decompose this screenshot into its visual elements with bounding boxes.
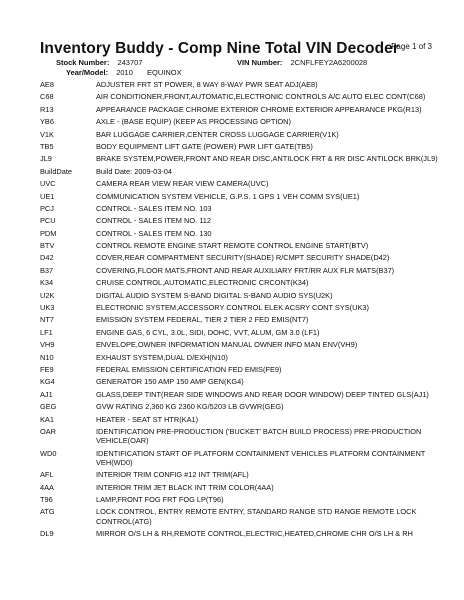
option-code: C68 — [40, 92, 54, 102]
document-title: Inventory Buddy - Comp Nine Total VIN Decoder — [40, 40, 400, 57]
option-row — [40, 402, 450, 411]
option-row — [40, 130, 450, 139]
option-row — [40, 415, 450, 424]
option-description: GENERATOR 150 AMP 150 AMP GEN(KG4) — [96, 377, 244, 387]
option-code-list — [40, 80, 450, 541]
option-row — [40, 192, 450, 201]
option-description: CAMERA REAR VIEW REAR VIEW CAMERA(UVC) — [96, 179, 269, 189]
option-row — [40, 377, 450, 386]
option-code: UE1 — [40, 191, 55, 201]
option-description: COVERING,FLOOR MATS,FRONT AND REAR AUXILIARY FRT/RR AUX FLR MATS(B37) — [96, 265, 395, 275]
option-code: KG4 — [40, 377, 55, 387]
year-value: 2010 — [116, 68, 133, 77]
option-description: ENGINE GAS, 6 CYL, 3.0L, SIDI, DOHC, VVT, ALUM, GM 3.0 (LF1) — [96, 327, 320, 337]
option-row — [40, 340, 450, 349]
option-row — [40, 470, 450, 479]
option-description: ENVELOPE,OWNER INFORMATION MANUAL OWNER INFO MAN ENV(VH9) — [96, 340, 358, 350]
option-description: CONTROL REMOTE ENGINE START REMOTE CONTROL ENGINE START(BTV) — [96, 241, 369, 251]
option-description: INTERIOR TRIM CONFIG #12 INT TRIM(AFL) — [96, 470, 249, 480]
vin-label: VIN Number: — [237, 58, 283, 67]
vin-value: 2CNFLFEY2A6200028 — [290, 58, 368, 67]
option-row — [40, 142, 450, 151]
option-row — [40, 229, 450, 238]
option-code: OAR — [40, 426, 57, 436]
option-row — [40, 92, 450, 101]
option-description: EXHAUST SYSTEM,DUAL D/EXH(N10) — [96, 352, 228, 362]
option-description: CONTROL - SALES ITEM NO. 130 — [96, 228, 212, 238]
year-model-label: Year/Model: — [66, 68, 109, 77]
option-row — [40, 253, 450, 262]
option-description: BRAKE SYSTEM,POWER,FRONT AND REAR DISC,ANTILOCK FRT & RR DISC ANTILOCK BRK(JL9) — [96, 154, 438, 164]
option-code: DL9 — [40, 528, 54, 538]
option-description: LOCK CONTROL, ENTRY REMOTE ENTRY, STANDARD RANGE STD RANGE REMOTE LOCK CONTROL(ATG) — [96, 507, 417, 526]
option-description: LAMP,FRONT FOG FRT FOG LP(T96) — [96, 494, 224, 504]
option-code: FE9 — [40, 364, 54, 374]
option-description: CRUISE CONTROL,AUTOMATIC,ELECTRONIC CRCONT(K34) — [96, 278, 309, 288]
option-description: DIGITAL AUDIO SYSTEM S-BAND DIGITAL S-BAND AUDIO SYS(U2K) — [96, 290, 333, 300]
option-row — [40, 328, 450, 337]
option-row — [40, 390, 450, 399]
option-code: NT7 — [40, 315, 54, 325]
option-code: T96 — [40, 494, 53, 504]
option-code: BuildDate — [40, 166, 73, 176]
option-row — [40, 117, 450, 126]
option-row — [40, 154, 450, 163]
option-code: UK3 — [40, 303, 55, 313]
option-description: INTERIOR TRIM JET BLACK INT TRIM COLOR(4AA) — [96, 482, 274, 492]
option-description: GLASS,DEEP TINT(REAR SIDE WINDOWS AND REAR DOOR WINDOW) DEEP TINTED GLS(AJ1) — [96, 389, 429, 399]
option-description: IDENTIFICATION PRE-PRODUCTION ('BUCKET' BATCH BUILD PROCESS) PRE-PRODUCTION VEHICLE(OAR) — [96, 426, 422, 446]
vin-field — [237, 58, 367, 67]
option-row — [40, 266, 450, 275]
option-description: ELECTRONIC SYSTEM,ACCESSORY CONTROL ELEK ACSRY CONT SYS(UK3) — [96, 303, 369, 313]
option-description: FEDERAL EMISSION CERTIFICATION FED EMIS(FE9) — [96, 364, 282, 374]
year-model-field — [66, 68, 182, 77]
option-code: PDM — [40, 228, 57, 238]
option-code: LF1 — [40, 327, 53, 337]
option-description: Build Date: 2009-03-04 — [96, 166, 173, 176]
option-code: GEG — [40, 402, 57, 412]
option-description: IDENTIFICATION START OF PLATFORM CONTAINMENT VEHICLES PLATFORM CONTAINMENT VEH(WD0) — [96, 448, 426, 467]
option-code: YB6 — [40, 117, 54, 127]
option-description: APPEARANCE PACKAGE CHROME EXTERIOR CHROME EXTERIOR APPEARANCE PKG(R13) — [96, 104, 422, 114]
option-code: N10 — [40, 352, 54, 362]
option-description: CONTROL - SALES ITEM NO. 103 — [96, 203, 212, 213]
option-code: TB5 — [40, 141, 54, 151]
option-row — [40, 449, 450, 467]
stock-number-label: Stock Number: — [56, 58, 110, 67]
option-row — [40, 303, 450, 312]
option-code: R13 — [40, 104, 54, 114]
option-description: GVW RATING 2,360 KG 2360 KG/5203 LB GVWR(GEG) — [96, 402, 284, 412]
stock-number-value: 243707 — [117, 58, 143, 67]
option-row — [40, 179, 450, 188]
option-description: BAR LUGGAGE CARRIER,CENTER CROSS LUGGAGE CARRIER(V1K) — [96, 129, 339, 139]
option-row — [40, 495, 450, 504]
option-row — [40, 105, 450, 114]
option-row — [40, 167, 450, 176]
option-code: AJ1 — [40, 389, 53, 399]
option-description: COMMUNICATION SYSTEM VEHICLE, G.P.S. 1 GPS 1 VEH COMM SYS(UE1) — [96, 191, 360, 201]
option-code: UVC — [40, 179, 56, 189]
option-row — [40, 315, 450, 324]
option-description: CONTROL - SALES ITEM NO. 112 — [96, 216, 211, 226]
option-row — [40, 278, 450, 287]
option-row — [40, 507, 450, 525]
option-row — [40, 291, 450, 300]
option-description: ADJUSTER FRT ST POWER, 8 WAY 8-WAY PWR SEAT ADJ(AE8) — [96, 80, 318, 89]
option-code: B37 — [40, 265, 54, 275]
option-row — [40, 353, 450, 362]
option-row — [40, 483, 450, 492]
option-row — [40, 365, 450, 374]
option-description: AXLE - (BASE EQUIP) (KEEP AS PROCESSING OPTION) — [96, 117, 291, 127]
option-code: JL9 — [40, 154, 52, 164]
option-code: U2K — [40, 290, 55, 300]
page-number: Page 1 of 3 — [391, 42, 432, 51]
option-code: VH9 — [40, 340, 55, 350]
option-description: BODY EQUIPMENT LIFT GATE (POWER) PWR LIFT GATE(TB5) — [96, 141, 313, 151]
option-description: HEATER - SEAT ST HTR(KA1) — [96, 414, 199, 424]
option-row — [40, 241, 450, 250]
option-row — [40, 80, 450, 89]
option-code: BTV — [40, 241, 55, 251]
option-description: COVER,REAR COMPARTMENT SECURITY(SHADE) R/CMPT SECURITY SHADE(D42) — [96, 253, 390, 263]
option-code: D42 — [40, 253, 54, 263]
option-row — [40, 427, 450, 445]
option-row — [40, 216, 450, 225]
option-row — [40, 529, 450, 538]
option-code: KA1 — [40, 414, 54, 424]
option-code: AFL — [40, 470, 54, 480]
option-description: EMISSION SYSTEM FEDERAL, TIER 2 TIER 2 FED EMIS(NT7) — [96, 315, 309, 325]
option-code: AE8 — [40, 80, 54, 89]
option-code: V1K — [40, 129, 54, 139]
option-code: K34 — [40, 278, 54, 288]
stock-number-field — [56, 58, 142, 67]
model-value: EQUINOX — [146, 68, 182, 77]
option-code: ATG — [40, 507, 55, 517]
option-description: AIR CONDITIONER,FRONT,AUTOMATIC,ELECTRONIC CONTROLS A/C AUTO ELEC CONT(C68) — [96, 92, 426, 102]
option-code: PCU — [40, 216, 56, 226]
option-code: WD0 — [40, 448, 57, 458]
option-code: PCJ — [40, 203, 54, 213]
option-row — [40, 204, 450, 213]
option-description: MIRROR O/S LH & RH,REMOTE CONTROL,ELECTRIC,HEATED,CHROME CHR O/S LH & RH — [96, 528, 413, 538]
option-code: 4AA — [40, 482, 54, 492]
